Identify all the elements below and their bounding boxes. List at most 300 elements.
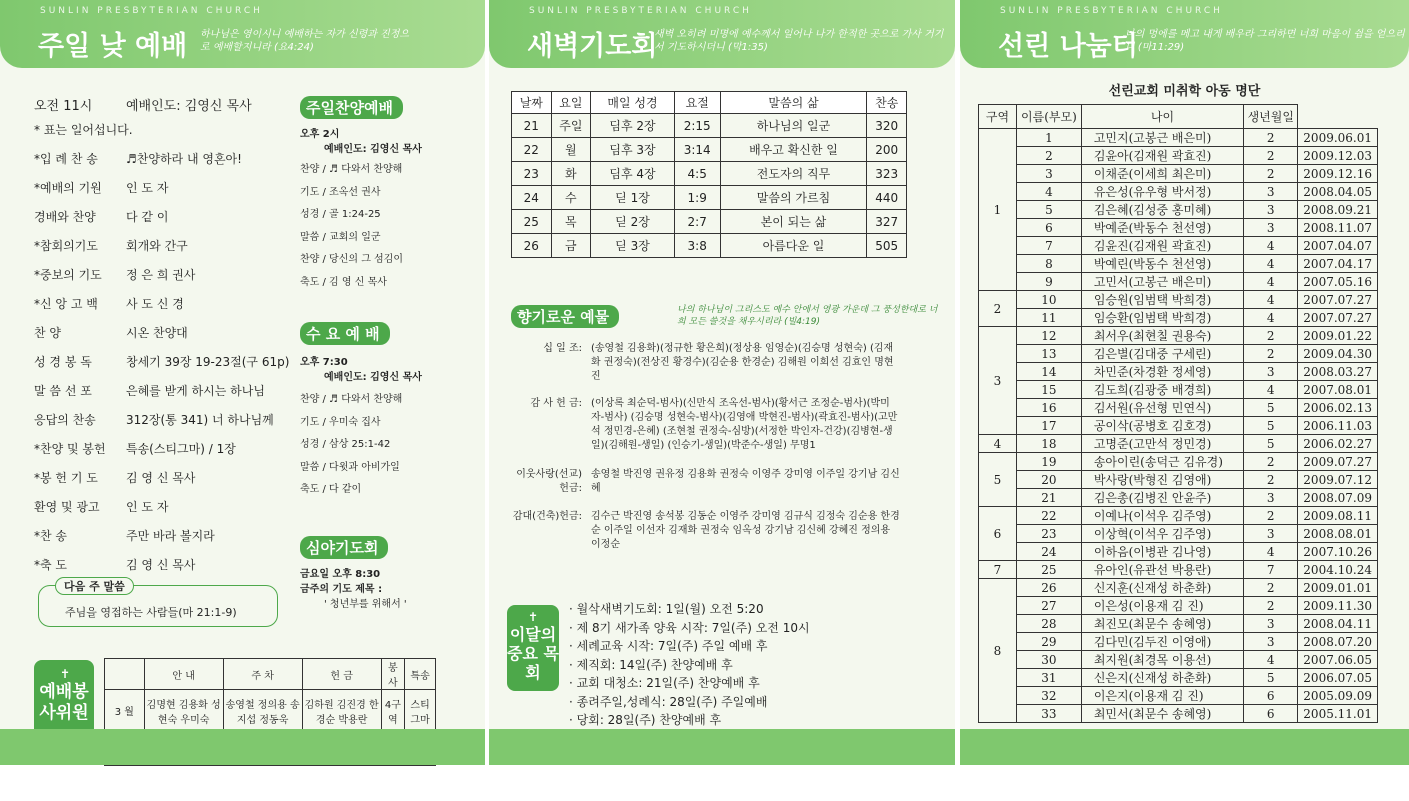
wednesday-item: 찬양 / ♬ 다와서 찬양해 [300,394,403,405]
table-row [512,114,907,138]
kids-cell: 9 [1017,273,1082,291]
order-value: 사 도 신 경 [126,297,184,311]
table-row [979,147,1378,165]
kids-cell: 이상혁(이석우 김주영) [1081,525,1243,543]
table-row [512,162,907,186]
table-row [979,291,1378,309]
kids-cell: 이은지(이용재 김 진) [1081,687,1243,705]
kids-cell: 2009.08.11 [1298,507,1378,525]
order-of-service [34,92,290,580]
table-row [979,399,1378,417]
kids-cell: 10 [1017,291,1082,309]
kids-cell: 유은성(유우형 박서정) [1081,183,1243,201]
kids-cell: 2007.08.01 [1298,381,1378,399]
kids-cell: 신은지(신재성 하춘화) [1081,669,1243,687]
kids-cell: 26 [1017,579,1082,597]
kids-head: 이름(부모) [1017,105,1082,129]
dawn-cell: 딛 2장 [591,210,675,234]
slogan-3: "함께 웃고 함께 우는 공동체" [1080,776,1251,790]
order-row [34,174,279,203]
dawn-cell: 전도자의 직무 [720,162,867,186]
wednesday-item: 축도 / 다 같이 [300,484,362,495]
stand-note: * 표는 일어섭니다. [34,123,133,137]
kids-cell: 6 [1244,687,1298,705]
dawn-cell: 200 [867,138,907,162]
dawn-cell: 딛 1장 [591,186,675,210]
kids-cell: 2005.11.01 [1298,705,1378,723]
order-label: 성 경 봉 독 [34,355,92,369]
dawn-cell: 2:7 [674,210,720,234]
kids-cell: 4 [1244,237,1298,255]
next-week-value: 주님을 영접하는 사람들(마 21:1-9) [65,606,237,619]
order-label: *중보의 기도 [34,268,102,282]
dawn-head: 찬송 [867,92,907,114]
sharing-header [960,0,1409,68]
kids-cell: 최민서(최문수 송혜영) [1081,705,1243,723]
dawn-head: 요일 [551,92,591,114]
kids-cell: 유아인(유관선 박용란) [1081,561,1243,579]
kids-cell: 2008.04.11 [1298,615,1378,633]
offering-type: 이웃사랑(선교)헌금: [516,469,582,494]
order-row [34,290,279,319]
dawn-cell: 4:5 [674,162,720,186]
serve-offering: 김하원 김진경 한경순 박용란 [302,690,381,732]
serve-guide: 김명현 김용화 성현숙 우미숙 [144,690,223,732]
kids-cell: 2008.11.07 [1298,219,1378,237]
worship-header [0,0,485,68]
kids-group: 1 [979,129,1017,291]
order-value: 김 영 신 목사 [126,558,196,572]
dawn-cell: 아름다운 일 [720,234,867,258]
serve-head-service: 봉사 [381,659,405,690]
table-row [979,453,1378,471]
kids-cell: 2007.07.27 [1298,309,1378,327]
wednesday-time: 오후 7:30 [300,357,348,368]
kids-cell: 고민지(고봉근 배은미) [1081,129,1243,147]
kids-cell: 최서우(최현칠 권용숙) [1081,327,1243,345]
table-row [979,525,1378,543]
kids-cell: 16 [1017,399,1082,417]
kids-cell: 5 [1244,417,1298,435]
afternoon-item: 찬양 / 당신의 그 섬김이 [300,254,404,265]
offering-verse: 나의 하나님이 그리스도 예수 안에서 영광 가운데 그 풍성한대로 너희 모든 쓸것을 채우시리라 (빌4:19) [677,305,938,327]
table-row [979,633,1378,651]
afternoon-service [300,96,470,294]
dawn-verse: 새벽 오히려 미명에 예수께서 일어나 나가 한적한 곳으로 가사 거기서 기도하시더니 (막1:35) [654,29,944,53]
order-row [34,551,279,580]
kids-cell: 2009.12.16 [1298,165,1378,183]
kids-cell: 2009.11.30 [1298,597,1378,615]
serve-corner [105,659,145,690]
order-label: *입 례 찬 송 [34,152,98,166]
order-row [34,319,279,348]
kids-cell: 2007.04.07 [1298,237,1378,255]
slogan-2: "구원의 열정을 가진 성도" [625,776,779,790]
kids-cell: 15 [1017,381,1082,399]
table-row [979,579,1378,597]
order-value: 정 은 희 권사 [126,268,196,282]
serve-head-guide: 안 내 [144,659,223,690]
kids-cell: 임승환(임범택 박희경) [1081,309,1243,327]
kids-cell: 3 [1244,525,1298,543]
kids-cell: 김다민(김두진 이영애) [1081,633,1243,651]
kids-cell: 이채준(이세희 최은미) [1081,165,1243,183]
table-row [979,651,1378,669]
dawn-cell: 하나님의 일군 [720,114,867,138]
kids-cell: 3 [1244,633,1298,651]
table-row [979,543,1378,561]
kids-cell: 4 [1017,183,1082,201]
kids-cell: 3 [1244,363,1298,381]
kids-cell: 2008.07.20 [1298,633,1378,651]
order-value: 창세기 39장 19-23절(구 61p) [126,355,290,369]
dawn-cell: 23 [512,162,552,186]
kids-cell: 2008.03.27 [1298,363,1378,381]
wednesday-service [300,322,470,502]
worship-verse: 하나님은 영이시니 예배하는 자가 신령과 진정으로 예배할지니라 (요4:24) [200,29,410,53]
kids-cell: 2007.07.27 [1298,291,1378,309]
dawn-cell: 3:14 [674,138,720,162]
kids-group: 5 [979,453,1017,507]
table-row [512,210,907,234]
kids-cell: 2007.04.17 [1298,255,1378,273]
kids-cell: 11 [1017,309,1082,327]
order-label: 찬 양 [34,326,61,340]
kids-head: 나이 [1081,105,1243,129]
order-label: *참회의기도 [34,239,98,253]
kids-group: 7 [979,561,1017,579]
next-week-label: 다음 주 말씀 [55,577,134,595]
kids-cell: 김서원(유선형 민연식) [1081,399,1243,417]
dawn-cell: 본이 되는 삶 [720,210,867,234]
order-row [34,406,279,435]
order-value: 은혜를 받게 하시는 하나님 [126,384,265,398]
friday-badge: 심야기도회 [300,536,388,559]
sharing-verse: 나의 멍에를 메고 내게 배우라 그리하면 너희 마음이 쉼을 얻으리니 (마11:29) [1125,29,1405,53]
order-row [34,522,279,551]
kids-cell: 4 [1244,291,1298,309]
kids-cell: 7 [1017,237,1082,255]
footer-bar [0,729,485,765]
wednesday-badge: 수 요 예 배 [300,322,390,345]
kids-cell: 2008.07.09 [1298,489,1378,507]
dawn-head: 매일 성경 [591,92,675,114]
order-row [34,435,279,464]
footer-bar [489,729,955,765]
kids-cell: 3 [1017,165,1082,183]
kids-cell: 2009.04.30 [1298,345,1378,363]
kids-cell: 송아이린(송덕근 김유경) [1081,453,1243,471]
kids-cell: 23 [1017,525,1082,543]
kids-cell: 2 [1244,579,1298,597]
kids-cell: 2007.10.26 [1298,543,1378,561]
table-row [979,219,1378,237]
kids-group: 3 [979,327,1017,435]
table-row [979,507,1378,525]
kids-cell: 신지훈(신재성 하춘화) [1081,579,1243,597]
table-row [979,435,1378,453]
kids-cell: 김은혜(김성중 홍미혜) [1081,201,1243,219]
worship-title: 주일 낮 예배 [38,31,188,62]
order-label: 말 씀 선 포 [34,384,92,398]
offering-names: (송영철 김용화)(정규한 황은희)(정상용 임영순)(김승명 성현숙) (김재화 권정숙)(전상진 황경수)(김순용 한경순) 김해원 이희선 김효인 명현진 [591,343,894,382]
table-row [512,186,907,210]
kids-head: 생년월일 [1244,105,1298,129]
kids-cell: 김은별(김대중 구세린) [1081,345,1243,363]
kids-cell: 18 [1017,435,1082,453]
news-badge: ✝ 이달의 중요 목회 [507,605,559,691]
table-row [979,273,1378,291]
wednesday-item: 기도 / 우미숙 집사 [300,416,381,428]
order-row [34,377,279,406]
dawn-cell: 금 [551,234,591,258]
news-item: · 월삭새벽기도회: 1일(월) 오전 5:20 [569,602,764,616]
dawn-cell: 딛 3장 [591,234,675,258]
kids-cell: 임승원(임범택 박희경) [1081,291,1243,309]
kids-cell: 2009.07.27 [1298,453,1378,471]
serve-badge: ✝ 예배봉사위원 [34,660,94,756]
kids-cell: 24 [1017,543,1082,561]
kids-cell: 2 [1244,147,1298,165]
dawn-table [511,91,907,258]
cross-icon: ✝ [528,610,539,624]
friday-topic: 금주의 기도 제목 : [300,584,383,595]
order-row [34,203,279,232]
order-value: 인 도 자 [126,500,169,514]
dawn-cell: 목 [551,210,591,234]
order-value: 인 도 자 [126,181,169,195]
kids-cell: 19 [1017,453,1082,471]
afternoon-item: 찬양 / ♬ 다와서 찬양해 [300,164,403,175]
dawn-cell: 화 [551,162,591,186]
service-time: 오전 11시 [34,99,93,114]
wednesday-item: 성경 / 삼상 25:1-42 [300,439,391,450]
dawn-head: 날짜 [512,92,552,114]
kids-cell: 김윤아(김재원 곽효진) [1081,147,1243,165]
kids-cell: 2006.02.13 [1298,399,1378,417]
offering-names: (이상록 최순덕-범사)(신만식 조옥선-범사)(황서근 조정순-범사)(박미자-범사) (김승명 성현숙-범사)(김영애 박현진-범사)(곽효진-범사)(고만석 정민경-은혜) (조현철 권정숙-심방)(서정한 박인자-건강)(김병현-생일)(김해원-생일) (인승기-생일)(박준수-생일) 무명1 [591,398,898,451]
kids-cell: 17 [1017,417,1082,435]
kids-cell: 고명준(고만석 정민경) [1081,435,1243,453]
next-week-box [38,580,278,627]
kids-cell: 4 [1244,255,1298,273]
kids-head: 구역 [979,105,1017,129]
kids-cell: 최지원(최경목 이용선) [1081,651,1243,669]
table-row [979,471,1378,489]
table-row [979,129,1378,147]
dawn-cell: 505 [867,234,907,258]
footer-bar [960,729,1409,765]
order-value: 회개와 간구 [126,239,188,253]
table-row [979,237,1378,255]
table-row [979,363,1378,381]
kids-cell: 4 [1244,543,1298,561]
serve-special: 스티그마 [405,690,436,732]
kids-cell: 5 [1244,399,1298,417]
kids-cell: 21 [1017,489,1082,507]
dawn-cell: 440 [867,186,907,210]
kids-cell: 2006.11.03 [1298,417,1378,435]
kids-table [978,104,1378,723]
kids-cell: 2 [1244,165,1298,183]
kids-cell: 2 [1244,507,1298,525]
cross-icon: ✝ [60,667,71,681]
friday-prayer [300,536,470,610]
order-label: *신 앙 고 백 [34,297,98,311]
dawn-cell: 딤후 2장 [591,114,675,138]
order-label: *찬 송 [34,529,67,543]
kids-cell: 5 [1244,669,1298,687]
dawn-cell: 26 [512,234,552,258]
kids-cell: 28 [1017,615,1082,633]
kids-cell: 22 [1017,507,1082,525]
table-row [979,489,1378,507]
kids-cell: 김윤진(김재원 곽효진) [1081,237,1243,255]
sharing-title: 선린 나눔터 [998,31,1138,62]
table-row [979,381,1378,399]
kids-cell: 12 [1017,327,1082,345]
dawn-cell: 1:9 [674,186,720,210]
news-item: · 제직회: 14일(주) 찬양예배 후 [569,657,733,672]
dawn-cell: 320 [867,114,907,138]
table-row [512,138,907,162]
order-row [34,145,279,174]
kids-cell: 김은총(김병진 안윤주) [1081,489,1243,507]
table-row [979,201,1378,219]
dawn-cell: 323 [867,162,907,186]
offering-type: 감 사 헌 금: [530,398,582,409]
dawn-cell: 21 [512,114,552,138]
friday-time: 금요일 오후 8:30 [300,569,381,580]
order-value: 시온 찬양대 [126,326,188,340]
dawn-cell: 말씀의 가르침 [720,186,867,210]
table-row [979,183,1378,201]
kids-cell: 박예준(박동수 천선영) [1081,219,1243,237]
kids-cell: 2008.09.21 [1298,201,1378,219]
kids-group: 2 [979,291,1017,327]
dawn-head: 요절 [674,92,720,114]
offering-names: 송영철 박진영 권유정 김용화 권정숙 이영주 강미영 이주일 강기남 김신혜 [591,469,900,494]
kids-cell: 2007.05.16 [1298,273,1378,291]
dawn-cell: 수 [551,186,591,210]
sharing-panel [960,0,1409,765]
kids-cell: 2009.01.22 [1298,327,1378,345]
table-row [979,669,1378,687]
table-row [979,561,1378,579]
order-row [34,261,279,290]
order-label: 환영 및 광고 [34,500,100,514]
dawn-cell: 25 [512,210,552,234]
church-name: SUNLIN PRESBYTERIAN CHURCH [40,6,263,16]
kids-cell: 김도희(김광중 배경희) [1081,381,1243,399]
kids-cell: 13 [1017,345,1082,363]
table-row [979,309,1378,327]
table-row [979,687,1378,705]
order-row [34,464,279,493]
kids-cell: 2 [1244,471,1298,489]
afternoon-item: 성경 / 골 1:24-25 [300,209,381,220]
serve-head-parking: 주 차 [223,659,302,690]
news-item: · 종려주일,성례식: 28일(주) 주일예배 [569,694,768,709]
order-value: 특송(스티그마) / 1장 [126,442,236,456]
news-item: · 교회 대청소: 21일(주) 찬양예배 후 [569,676,760,690]
kids-cell: 2 [1244,345,1298,363]
offering-badge: 향기로운 예물 [511,305,619,328]
order-row [34,493,279,522]
order-label: 응답의 찬송 [34,413,96,427]
kids-cell: 이은성(이용재 김 진) [1081,597,1243,615]
offering-names: 김수근 박진영 송석봉 김동순 이영주 강미영 김규식 김정숙 김순용 한경순 이주일 이선자 김재화 권정숙 임옥성 강기남 김신혜 강혜진 정의용 이정순 [591,511,900,550]
kids-cell: 30 [1017,651,1082,669]
order-value: 다 같 이 [126,210,169,224]
afternoon-leader: 예배인도: 김영신 목사 [324,144,422,155]
kids-cell: 33 [1017,705,1082,723]
wednesday-item: 말씀 / 다윗과 아비가일 [300,461,400,473]
order-row [34,232,279,261]
kids-cell: 27 [1017,597,1082,615]
order-label: 경배와 찬양 [34,210,96,224]
dawn-cell: 327 [867,210,907,234]
serve-parking: 송영철 정의용 송지섭 정동욱 [223,690,302,732]
kids-group: 6 [979,507,1017,561]
kids-title: 선린교회 미취학 아동 명단 [1108,84,1261,99]
worship-panel [0,0,485,765]
kids-cell: 2 [1244,129,1298,147]
kids-cell: 3 [1244,219,1298,237]
kids-cell: 32 [1017,687,1082,705]
order-value: ♬찬양하라 내 영혼아! [126,152,242,166]
kids-cell: 2 [1244,327,1298,345]
kids-cell: 7 [1244,561,1298,579]
news-item: · 세례교육 시작: 7일(주) 주일 예배 후 [569,639,768,653]
kids-cell: 4 [1244,381,1298,399]
dawn-cell: 3:8 [674,234,720,258]
kids-cell: 3 [1244,201,1298,219]
order-row [34,348,290,377]
kids-cell: 고민서(고봉근 배은미) [1081,273,1243,291]
offering-type: 감대(건축)헌금: [512,511,582,522]
table-row [979,327,1378,345]
kids-cell: 2009.07.12 [1298,471,1378,489]
kids-cell: 2 [1244,453,1298,471]
kids-cell: 3 [1244,615,1298,633]
friday-topic-value: ' 청년부를 위해서 ' [324,599,407,610]
table-row [979,345,1378,363]
order-label: *예배의 기원 [34,181,102,195]
dawn-cell: 2:15 [674,114,720,138]
order-value: 312장(통 341) 너 하나님께 [126,413,274,427]
kids-cell: 4 [1244,273,1298,291]
kids-cell: 5 [1017,201,1082,219]
kids-cell: 최진모(최문수 송혜영) [1081,615,1243,633]
kids-cell: 20 [1017,471,1082,489]
dawn-cell: 주일 [551,114,591,138]
kids-cell: 6 [1017,219,1082,237]
table-row [979,165,1378,183]
kids-group: 8 [979,579,1017,723]
kids-cell: 2008.08.01 [1298,525,1378,543]
table-row [979,255,1378,273]
table-row [979,597,1378,615]
kids-cell: 공이삭(공병호 김호경) [1081,417,1243,435]
kids-cell: 1 [1017,129,1082,147]
kids-group: 4 [979,435,1017,453]
table-row [979,615,1378,633]
serve-month: 3 월 [105,690,145,732]
dawn-cell: 딤후 3장 [591,138,675,162]
slogan-1: "성령으로 충만한 예배" [160,776,296,790]
dawn-cell: 월 [551,138,591,162]
